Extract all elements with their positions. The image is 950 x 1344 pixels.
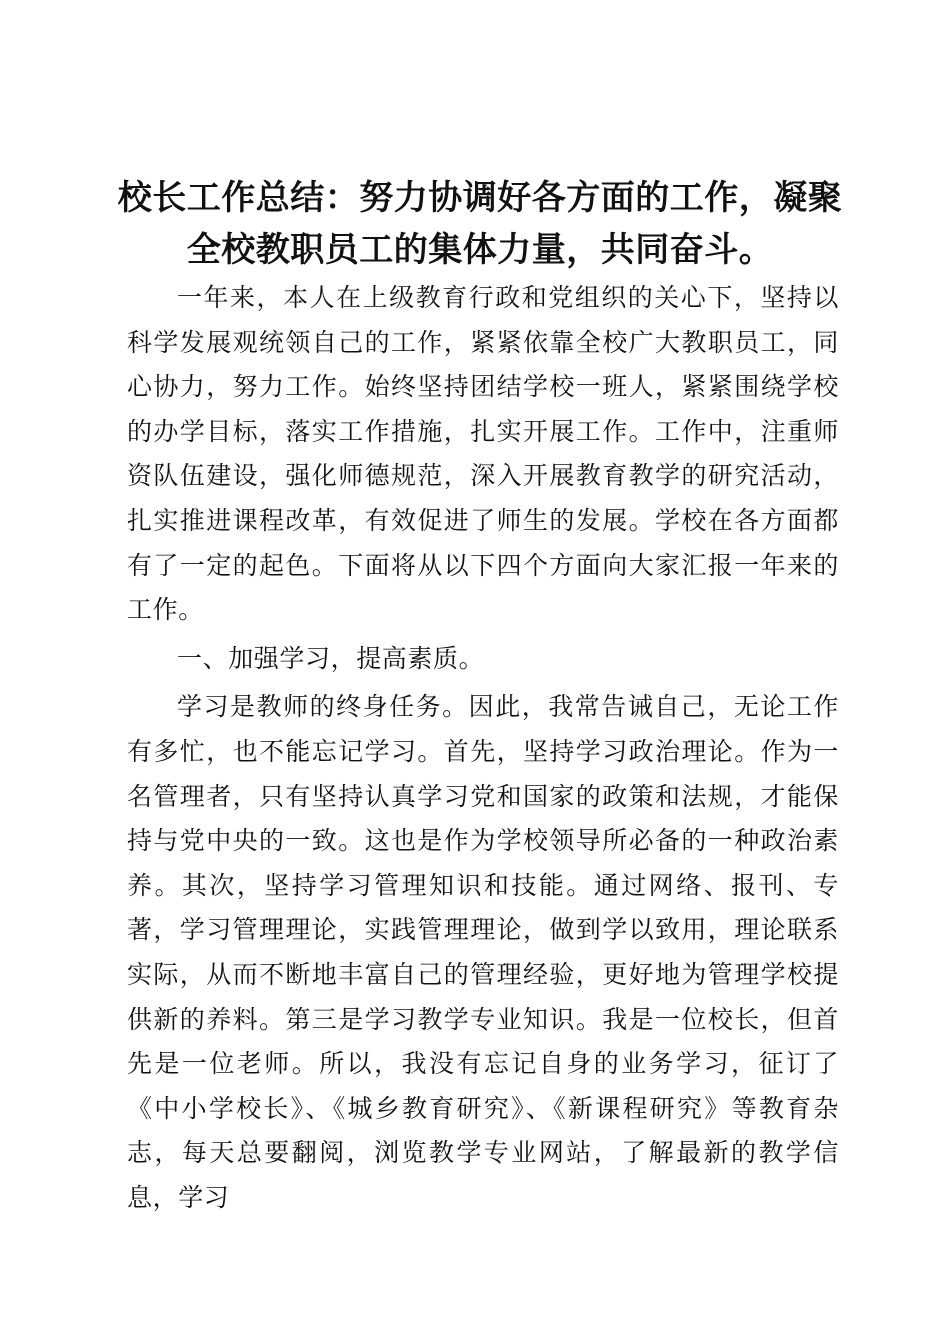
paragraph-intro: 一年来，本人在上级教育行政和党组织的关心下，坚持以科学发展观统领自己的工作，紧紧依靠全校广大教职员工，同心协力，努力工作。始终坚持团结学校一班人，紧紧围绕学校的办学目标，落实工作措施，扎实开展工作。工作中，注重师资队伍建设，强化师德规范，深入开展教育教学的研究活动，扎实推进课程改革，有效促进了师生的发展。学校在各方面都有了一定的起色。下面将从以下四个方面向大家汇报一年来的工作。 (127, 283, 839, 625)
document-body (127, 276, 839, 1220)
document-title: 校长工作总结：努力协调好各方面的工作，凝聚全校教职员工的集体力量，共同奋斗。 (117, 178, 843, 270)
paragraph-study: 学习是教师的终身任务。因此，我常告诫自己，无论工作有多忙，也不能忘记学习。首先，坚持学习政治理论。作为一名管理者，只有坚持认真学习党和国家的政策和法规，才能保持与党中央的一致。这也是作为学校领导所必备的一种政治素养。其次，坚持学习管理知识和技能。通过网络、报刊、专著，学习管理理论，实践管理理论，做到学以致用，理论联系实际，从而不断地丰富自己的管理经验，更好地为管理学校提供新的养料。第三是学习教学专业知识。我是一位校长，但首先是一位老师。所以，我没有忘记自身的业务学习，征订了《中小学校长》、《城乡教育研究》、《新课程研究》等教育杂志，每天总要翻阅，浏览教学专业网站，了解最新的教学信息，学习 (127, 692, 839, 1212)
section-heading-1: 一、加强学习，提高素质。 (177, 643, 485, 673)
